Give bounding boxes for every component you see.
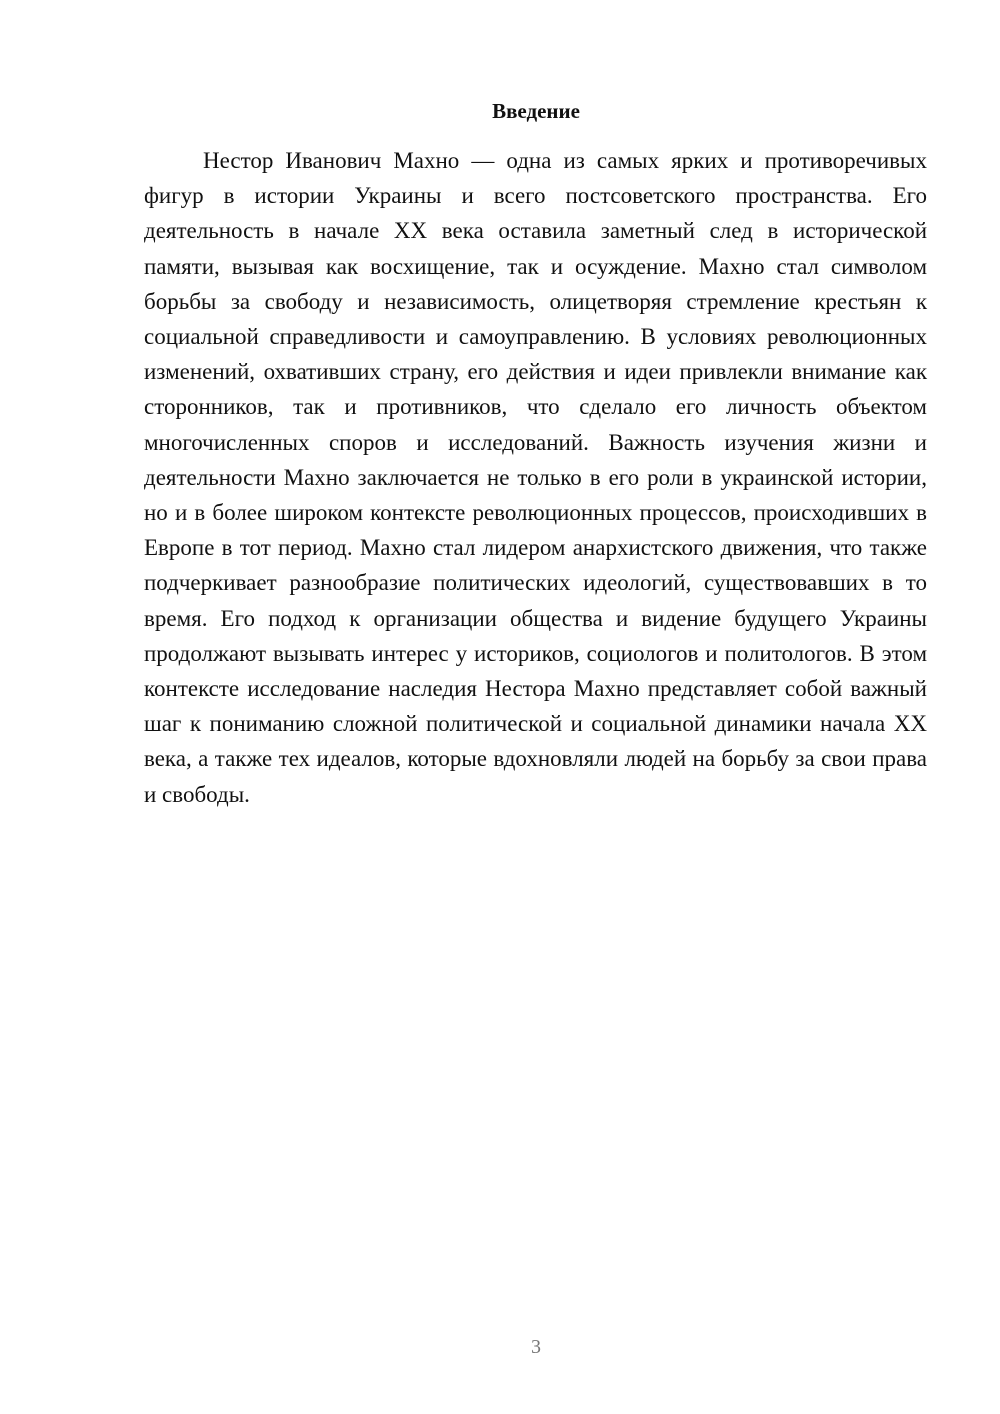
body-paragraph: Нестор Иванович Махно — одна из самых ярких и противоречивых фигур в истории Украины и всего постсоветского пространства. Его деятельность в начале XX века оставила заметный след в исторической памяти, вызывая как восхищение, так и осуждение. Махно стал символом борьбы за свободу и независимость, олицетворяя стремление крестьян к социальной справедливости и самоуправлению. В условиях революционных изменений, охвативших страну, его действия и идеи привлекли внимание как сторонников, так и противников, что сделало его личность объектом многочисленных споров и исследований. Важность изучения жизни и деятельности Махно заключается не только в его роли в украинской истории, но и в более широком контексте революционных процессов, происходивших в Европе в тот период. Махно стал лидером анархистского движения, что также подчеркивает разнообразие политических идеологий, существовавших в то время. Его подход к организации общества и видение будущего Украины продолжают вызывать интерес у историков, социологов и политологов. В этом контексте исследование наследия Нестора Махно представляет собой важный шаг к пониманию сложной политической и социальной динамики начала XX века, а также тех идеалов, которые вдохновляли людей на борьбу за свои права и свободы. (144, 148, 927, 807)
page-number: 3 (531, 1336, 541, 1358)
section-heading: Введение (492, 99, 580, 123)
